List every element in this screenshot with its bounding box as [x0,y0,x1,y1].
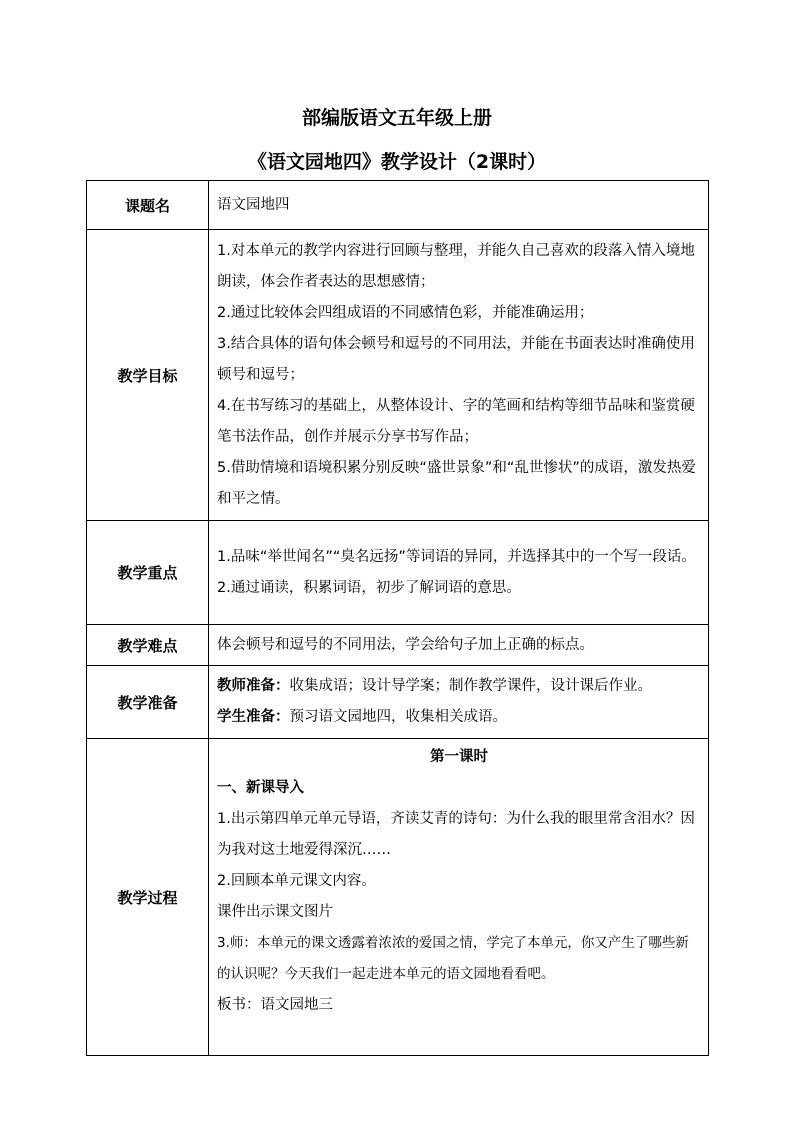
student-prep [217,702,701,733]
table-row [87,666,709,739]
process-line: 1.出示第四单元单元导语，齐读艾青的诗句：为什么我的眼里常含泪水？因为我对这土地爱得深沉…… [217,811,695,858]
row-label-goals: 教学目标 [87,230,209,521]
process-cell [209,739,709,1056]
key-point-item: 1.品味“举世闻名”“臭名远扬”等词语的异同，并选择其中的一个写一段话。 [217,548,696,565]
goal-item: 3.结合具体的语句体会顿号和逗号的不同用法，并能在书面表达时准确使用顿号和逗号； [217,335,695,383]
row-label-prep: 教学准备 [87,666,209,739]
goal-item: 4.在书写练习的基础上，从整体设计、字的笔画和结构等细节品味和鉴赏硬笔书法作品，创作并展示分享书写作品； [217,397,695,445]
lesson-name-value: 语文园地四 [209,181,709,230]
row-label-key: 教学重点 [87,521,209,625]
prep-cell [209,666,709,739]
process-line: 板书：语文园地三 [217,997,333,1013]
key-point-item: 2.通过诵读，积累词语，初步了解词语的意思。 [217,579,521,596]
document-subtitle: 《语文园地四》教学设计（2课时） [247,151,547,173]
row-label-name: 课题名 [87,181,209,230]
goal-item: 2.通过比较体会四组成语的不同感情色彩，并能准确运用； [217,304,594,321]
table-row [87,230,709,521]
table-row [87,521,709,625]
process-line: 3.师：本单元的课文透露着浓浓的爱国之情，学完了本单元，你又产生了哪些新的认识呢？今天我们一起走进本单元的语文园地看看吧。 [217,935,689,982]
table-row [87,739,709,1056]
difficulty-value: 体会顿号和逗号的不同用法，学会给句子加上正确的标点。 [209,625,709,666]
table-row [87,625,709,666]
document-title: 部编版语文五年级上册 [301,107,492,129]
table-row [87,181,709,230]
lesson-period-title: 第一课时 [430,749,488,765]
section-heading: 一、新课导入 [217,780,304,796]
goal-item: 1.对本单元的教学内容进行回顾与整理，并能久自己喜欢的段落入情入境地朗读，体会作者表达的思想感情； [217,242,695,290]
process-line: 2.回顾本单元课文内容。 [217,873,376,889]
goals-cell [209,230,709,521]
process-line: 课件出示课文图片 [217,904,333,920]
teacher-prep-label: 教师准备： [217,678,290,694]
lesson-plan-table [86,180,709,1056]
row-label-difficulty: 教学难点 [87,625,209,666]
goal-item: 5.借助情境和语境积累分别反映“盛世景象”和“乱世惨状”的成语，激发热爱和平之情。 [217,459,696,507]
row-label-process: 教学过程 [87,739,209,1056]
key-points-cell [209,521,709,625]
student-prep-value: 预习语文园地四，收集相关成语。 [289,709,507,725]
student-prep-label: 学生准备： [217,709,290,725]
teacher-prep-value: 收集成语；设计导学案；制作教学课件，设计课后作业。 [289,678,652,694]
teacher-prep [217,671,701,702]
